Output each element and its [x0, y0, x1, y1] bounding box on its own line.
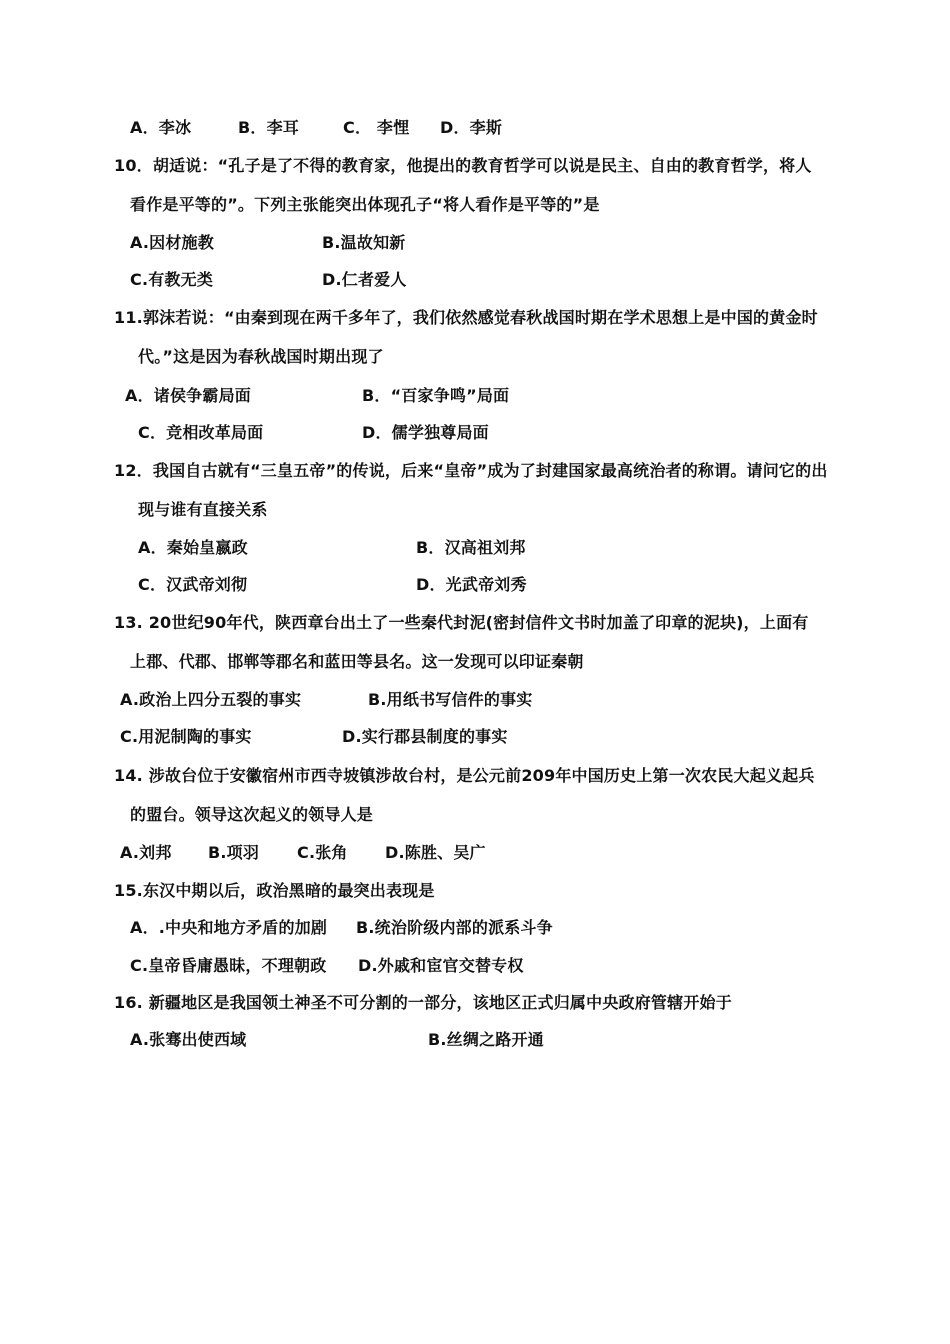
option-b: B．汉高祖刘邦 — [416, 538, 526, 557]
option-d: D.陈胜、吴广 — [385, 843, 486, 862]
option-d: D．光武帝刘秀 — [416, 575, 527, 594]
option-b: B.用纸书写信件的事实 — [368, 690, 533, 709]
option-a: A．秦始皇嬴政 — [138, 538, 248, 557]
option-b: B．李耳 — [238, 118, 299, 137]
question-stem: 15.东汉中期以后，政治黑暗的最突出表现是 — [114, 881, 435, 900]
option-a: A.因材施教 — [130, 233, 214, 252]
question-stem-continued: 代。”这是因为春秋战国时期出现了 — [138, 347, 384, 366]
option-d: D.仁者爱人 — [322, 270, 407, 289]
option-a: A．李冰 — [130, 118, 192, 137]
option-c: C．汉武帝刘彻 — [138, 575, 248, 594]
option-b: B.统治阶级内部的派系斗争 — [356, 918, 553, 937]
option-d: D.实行郡县制度的事实 — [342, 727, 508, 746]
question-stem: 16. 新疆地区是我国领土神圣不可分割的一部分，该地区正式归属中央政府管辖开始于 — [114, 993, 732, 1012]
option-b: B．“百家争鸣”局面 — [362, 386, 510, 405]
question-stem: 13. 20世纪90年代，陕西章台出土了一些秦代封泥(密封信件文书时加盖了印章的泥块)，上面有 — [114, 613, 809, 632]
option-c: C．竞相改革局面 — [138, 423, 264, 442]
option-d: D．李斯 — [440, 118, 503, 137]
question-stem-continued: 上郡、代郡、邯郸等郡名和蓝田等县名。这一发现可以印证秦朝 — [130, 652, 584, 671]
option-b: B.项羽 — [208, 843, 260, 862]
option-c: C.用泥制陶的事实 — [120, 727, 252, 746]
question-stem-continued: 现与谁有直接关系 — [138, 500, 268, 519]
option-a: A.政治上四分五裂的事实 — [120, 690, 302, 709]
option-a: A．诸侯争霸局面 — [125, 386, 251, 405]
option-c: C.皇帝昏庸愚昧，不理朝政 — [130, 956, 327, 975]
option-d: D.外戚和宦官交替专权 — [358, 956, 524, 975]
question-stem: 14. 涉故台位于安徽宿州市西寺坡镇涉故台村，是公元前209年中国历史上第一次农民大起义起兵 — [114, 766, 815, 785]
question-stem: 12．我国自古就有“三皇五帝”的传说，后来“皇帝”成为了封建国家最高统治者的称谓。请问它的出 — [114, 461, 828, 480]
option-b: B.温故知新 — [322, 233, 406, 252]
option-a: A．.中央和地方矛盾的加剧 — [130, 918, 328, 937]
option-b: B.丝绸之路开通 — [428, 1030, 544, 1049]
question-stem-continued: 的盟台。领导这次起义的领导人是 — [130, 805, 374, 824]
question-stem: 11.郭沫若说：“由秦到现在两千多年了，我们依然感觉春秋战国时期在学术思想上是中国的黄金时 — [114, 308, 818, 327]
question-stem: 10．胡适说：“孔子是了不得的教育家，他提出的教育哲学可以说是民主、自由的教育哲学，将人 — [114, 156, 812, 175]
option-c: C． 李悝 — [343, 118, 410, 137]
option-c: C.张角 — [297, 843, 348, 862]
option-d: D．儒学独尊局面 — [362, 423, 489, 442]
option-a: A.张骞出使西域 — [130, 1030, 247, 1049]
option-a: A.刘邦 — [120, 843, 172, 862]
option-c: C.有教无类 — [130, 270, 214, 289]
question-stem-continued: 看作是平等的”。下列主张能突出体现孔子“将人看作是平等的”是 — [130, 195, 600, 214]
